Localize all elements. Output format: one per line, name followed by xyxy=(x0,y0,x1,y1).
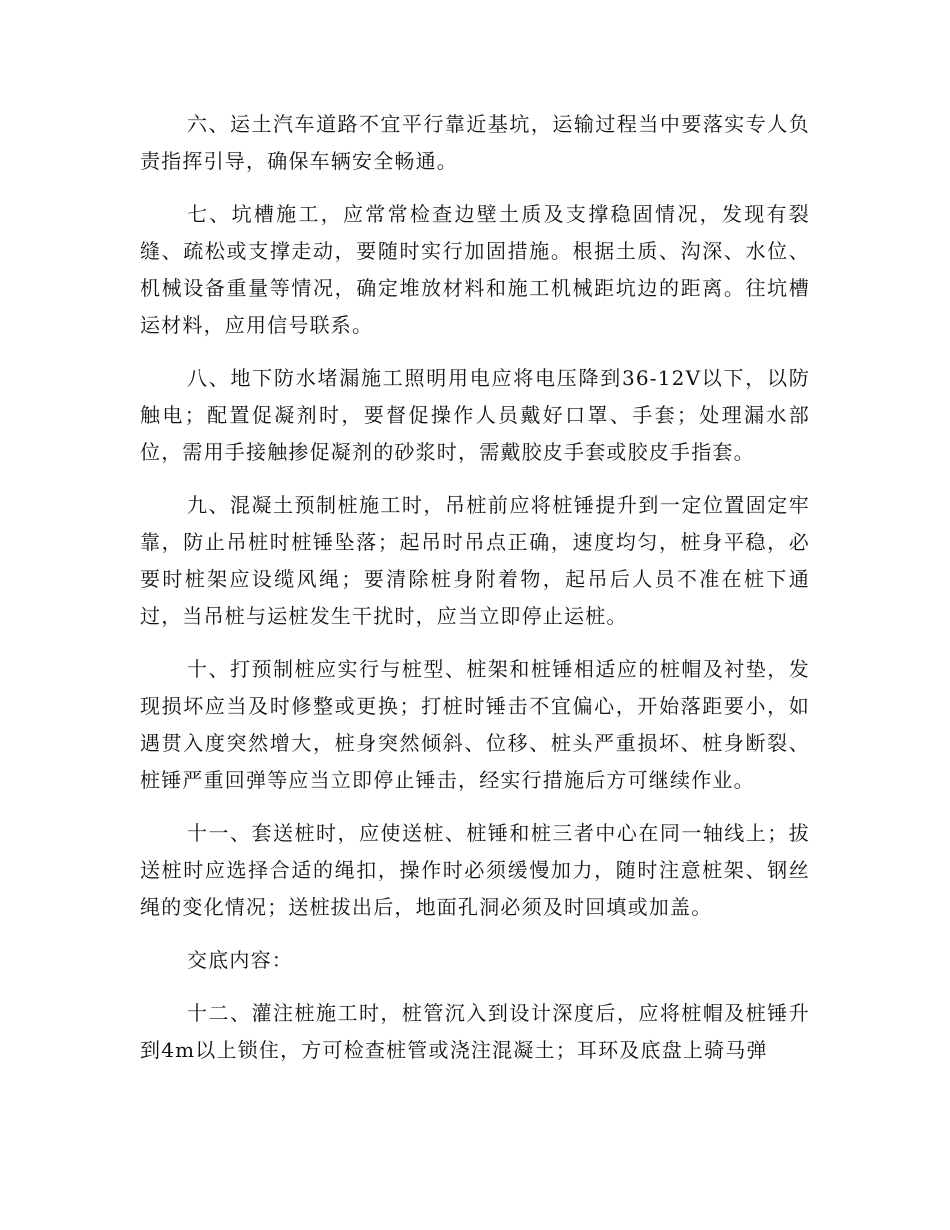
paragraph-6: 六、运土汽车道路不宜平行靠近基坑，运输过程当中要落实专人负责指挥引导，确保车辆安全畅通。 xyxy=(140,112,810,173)
paragraph-10: 十、打预制桩应实行与桩型、桩架和桩锤相适应的桩帽及衬垫，发现损坏应当及时修整或更换；打桩时锤击不宜偏心，开始落距要小，如遇贯入度突然增大，桩身突然倾斜、位移、桩头严重损坏、桩身断裂、桩锤严重回弹等应当立即停止锤击，经实行措施后方可继续作业。 xyxy=(140,657,810,792)
document-body xyxy=(140,106,810,1085)
paragraph-12: 十二、灌注桩施工时，桩管沉入到设计深度后，应将桩帽及桩锤升到4m以上锁住，方可检查桩管或浇注混凝土；耳环及底盘上骑马弹 xyxy=(140,1001,810,1062)
paragraph-7: 七、坑槽施工，应常常检查边壁土质及支撑稳固情况，发现有裂缝、疏松或支撑走动，要随时实行加固措施。根据土质、沟深、水位、机械设备重量等情况，确定堆放材料和施工机械距坑边的距离。往坑槽运材料，应用信号联系。 xyxy=(140,202,810,337)
paragraph-11: 十一、套送桩时，应使送桩、桩锤和桩三者中心在同一轴线上；拔送桩时应选择合适的绳扣，操作时必须缓慢加力，随时注意桩架、钢丝绳的变化情况；送桩拔出后，地面孔洞必须及时回填或加盖。 xyxy=(140,821,810,919)
section-heading-disclosure: 交底内容： xyxy=(187,948,293,972)
paragraph-9: 九、混凝土预制桩施工时，吊桩前应将桩锤提升到一定位置固定牢靠，防止吊桩时桩锤坠落；起吊时吊点正确，速度均匀，桩身平稳，必要时桩架应设缆风绳；要清除桩身附着物，起吊后人员不准在桩下通过，当吊桩与运桩发生干扰时，应当立即停止运桩。 xyxy=(140,493,810,628)
paragraph-8: 八、地下防水堵漏施工照明用电应将电压降到36-12V以下，以防触电；配置促凝剂时，要督促操作人员戴好口罩、手套；处理漏水部位，需用手接触掺促凝剂的砂浆时，需戴胶皮手套或胶皮手指套。 xyxy=(140,366,810,464)
